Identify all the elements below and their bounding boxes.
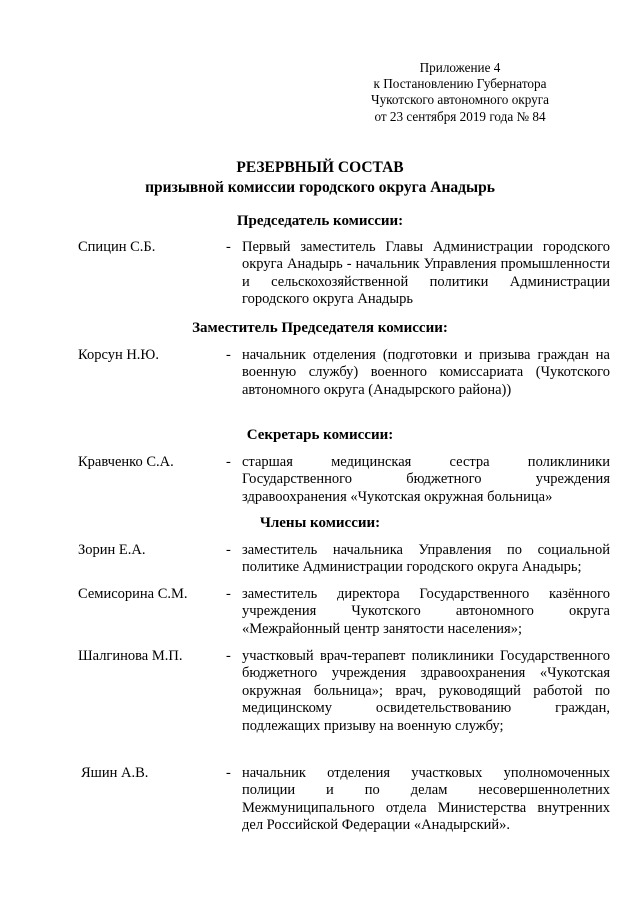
member-position: начальник отделения (подготовки и призыва граждан на военную службу) военного комиссариата (Чукотского автономного округа (Анадырского района))	[242, 347, 610, 398]
document-title	[0, 158, 640, 198]
member-name: Шалгинова М.П.	[78, 648, 183, 664]
dash-separator: -	[226, 648, 231, 664]
member-position: участковый врач-терапевт поликлиники Государственного бюджетного учреждения здравоохранения «Чукотская окружная больница»; врач, руководящий работой по медицинскому освидетельствованию граждан, подлежащих призыву на военную службу;	[242, 648, 610, 734]
annex-block	[355, 60, 565, 125]
member-name: Спицин С.Б.	[78, 239, 156, 255]
dash-separator: -	[226, 586, 231, 602]
title-line-1: РЕЗЕРВНЫЙ СОСТАВ	[236, 159, 404, 176]
dash-separator: -	[226, 542, 231, 558]
member-position: заместитель директора Государственного казённого учреждения Чукотского автономного округа «Межрайонный центр занятости населения»;	[242, 586, 610, 637]
deputy-heading: Заместитель Председателя комиссии:	[192, 320, 448, 336]
member-name: Семисорина С.М.	[78, 586, 188, 602]
dash-separator: -	[226, 765, 231, 781]
secretary-heading: Секретарь комиссии:	[246, 427, 394, 443]
dash-separator: -	[226, 454, 231, 470]
member-name: Яшин А.В.	[81, 765, 149, 781]
member-position: старшая медицинская сестра поликлиники Государственного бюджетного учреждения здравоохранения «Чукотская окружная больница»	[242, 454, 610, 505]
members-heading: Члены комиссии:	[259, 515, 381, 531]
member-name: Корсун Н.Ю.	[78, 347, 159, 363]
dash-separator: -	[226, 239, 231, 255]
title-line-2: призывной комиссии городского округа Анадырь	[145, 179, 495, 196]
member-name: Кравченко С.А.	[78, 454, 174, 470]
annex-line-2: к Постановлению Губернатора	[373, 76, 547, 92]
member-position: начальник отделения участковых уполномоченных полиции и по делам несовершеннолетних Межмуниципального отдела Министерства внутренних дел Российской Федерации «Анадырский».	[242, 765, 610, 834]
dash-separator: -	[226, 347, 231, 363]
annex-line-1: Приложение 4	[419, 60, 501, 75]
member-position: Первый заместитель Главы Администрации городского округа Анадырь - начальник Управления промышленности и сельскохозяйственной политики Администрации городского округа Анадырь	[242, 239, 610, 308]
chair-heading: Председатель комиссии:	[236, 213, 404, 229]
member-position: заместитель начальника Управления по социальной политике Администрации городского округа Анадырь;	[242, 542, 610, 576]
member-name: Зорин Е.А.	[78, 542, 146, 558]
annex-line-4: от 23 сентября 2019 года № 84	[374, 108, 546, 124]
annex-line-3: Чукотского автономного округа	[371, 92, 549, 108]
